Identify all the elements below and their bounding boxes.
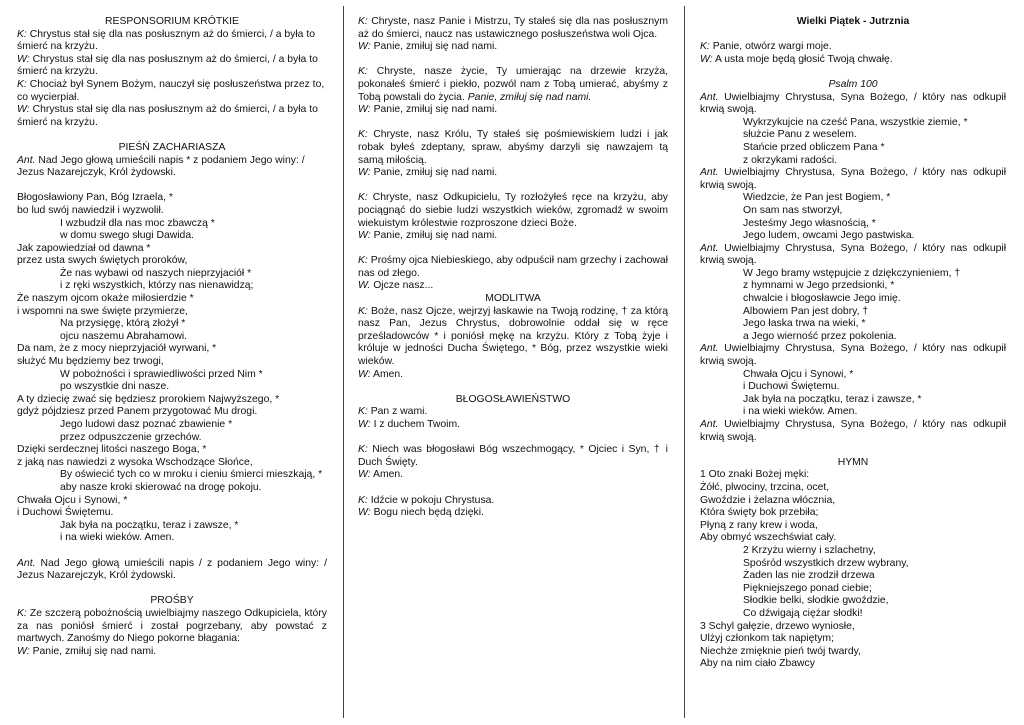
canticle-line: przez usta swych świętych proroków, <box>17 255 188 267</box>
psalm-verse: z okrzykami radości. <box>743 154 838 166</box>
psalm-verse: chwalcie i błogosławcie Jego imię. <box>743 293 901 305</box>
invocation-text: Chryste, nasz Odkupicielu, Ty rozłożyłeś ręce na krzyżu, aby pociągnąć do siebie ludzi wszystkich wieków, zgromadź w swoim wiekuistym królestwie rozproszone dzieci Boże. <box>358 192 668 229</box>
psalm-verse: On sam nas stworzył, <box>743 204 843 216</box>
zachariasz-title: PIEŚŃ ZACHARIASZA <box>118 141 226 153</box>
hymn-line: Która święty bok przebiła; <box>700 507 819 519</box>
dismissal: K: Idźcie w pokoju Chrystusa. <box>358 494 495 506</box>
canticle-line: A ty dziecię zwać się będziesz prorokiem Najwyższego, * <box>17 393 280 405</box>
speaker-mark: K: <box>358 406 368 418</box>
hymn-line: Piękniejszego ponad ciebie; <box>743 582 872 594</box>
antiphon <box>700 243 1006 268</box>
hymn-line: 2 Krzyżu wierny i szlachetny, <box>743 544 876 556</box>
invocation-response-inline: Panie, zmiłuj się nad nami. <box>464 91 592 103</box>
invocation-text: Chryste, nasz Królu, Ty stałeś się pośmiewiskiem ludzi i jak robak byłeś zdeptany, spraw, abyśmy darzyli się nawzajem tą samą miłością. <box>358 129 668 166</box>
line-text: Chrystus stał się dla nas posłusznym aż do śmierci, / a była to śmierć na krzyżu. <box>17 53 318 78</box>
invocation <box>358 16 668 41</box>
line-text: Pan z wami. <box>367 406 428 418</box>
canticle-line: Jak zapowiedział od dawna * <box>17 242 151 254</box>
canticle-line: Na przysięgę, którą złożył * <box>60 318 186 330</box>
canticle-line: i Duchowi Świętemu. <box>17 507 114 519</box>
canticle-line: Da nam, że z mocy nieprzyjaciół wyrwani, * <box>17 343 217 355</box>
psalm-verse: Albowiem Pan jest dobry, † <box>743 305 869 317</box>
psalm-verse: i na wieki wieków. Amen. <box>743 406 858 418</box>
canticle-line: aby nasze kroki skierować na drogę pokoju. <box>60 481 262 493</box>
line-text: Chociaż był Synem Bożym, nauczył się posłuszeństwa przez to, co wycierpiał. <box>17 78 325 103</box>
column-middle <box>358 16 668 520</box>
speaker-mark: W: <box>17 53 30 65</box>
modlitwa-title: MODLITWA <box>485 293 541 305</box>
page-title: Wielki Piątek - Jutrznia <box>796 16 910 27</box>
canticle-line: W pobożności i sprawiedliwości przed Nim * <box>60 368 263 380</box>
canticle-line: Chwała Ojcu i Synowi, * <box>17 494 128 506</box>
psalm-verse: Jak była na początku, teraz i zawsze, * <box>743 393 922 405</box>
canticle-line: Jak była na początku, teraz i zawsze, * <box>60 519 239 531</box>
speaker-mark: K: <box>358 16 368 27</box>
invocation-response <box>358 104 668 117</box>
antiphon-text: Uwielbiajmy Chrystusa, Syna Bożego, / który nas odkupił krwią swoją. <box>700 343 1006 368</box>
antiphon-mark: Ant. <box>700 91 719 103</box>
psalm-verse: Wykrzykujcie na cześć Pana, wszystkie ziemie, * <box>743 116 968 128</box>
antiphon <box>700 92 1006 117</box>
response-text: Panie, zmiłuj się nad nami. <box>370 104 498 116</box>
canticle-line: Że nas wybawi od naszych nieprzyjaciół * <box>60 267 252 279</box>
psalm-verse: Jego łaska trwa na wieki, * <box>743 318 866 330</box>
spacer <box>358 243 668 256</box>
hymn-line: Słodkie belki, słodkie gwoździe, <box>743 595 889 607</box>
speaker-mark: K: <box>358 192 368 204</box>
canticle-line: i wspomni na swe święte przymierze, <box>17 305 188 317</box>
canticle-line: i z ręki wszystkich, którzy nas nienawidzą; <box>60 280 254 292</box>
canticle-line: przez odpuszczenie grzechów. <box>60 431 202 443</box>
hymn-line: 1 Oto znaki Bożej męki: <box>700 469 810 481</box>
invocation-response <box>358 230 668 243</box>
hymn-line: Aby obmyć wszechświat cały. <box>700 532 837 544</box>
hymn-line: Niechże zmięknie pień twój twardy, <box>700 645 861 657</box>
canticle-line: Jego ludowi dasz poznać zbawienie * <box>60 419 233 430</box>
spacer <box>358 180 668 193</box>
psalm-title: Psalm 100 <box>828 78 878 90</box>
speaker-mark: W: <box>358 419 371 430</box>
speaker-mark: K: <box>358 66 368 78</box>
antiphon-text: Uwielbiajmy Chrystusa, Syna Bożego, / który nas odkupił krwią swoją. <box>700 419 1006 443</box>
antiphon-text: Uwielbiajmy Chrystusa, Syna Bożego, / który nas odkupił krwią swoją. <box>700 91 1006 116</box>
blessing-amen: W: Amen. <box>358 469 404 481</box>
canticle-line: i na wieki wieków. Amen. <box>60 532 175 544</box>
canticle-line: ojcu naszemu Abrahamowi. <box>60 330 188 342</box>
hymn <box>700 469 1006 671</box>
hymn-line: Żaden las nie zrodził drzewa <box>743 570 875 582</box>
prosby-intro: K: Ze szczerą pobożnością uwielbiajmy naszego Odkupiciela, który za nas poniósł śmierć i został pogrzebany, aby powstać z martwych. Zanośmy do Niego pokorne błagania: <box>17 607 327 645</box>
hymn-line: Co dźwigają ciężar słodki! <box>743 607 863 619</box>
modlitwa-text: K: Boże, nasz Ojcze, wejrzyj łaskawie na Twoją rodzinę, † za którą nasz Pan, Jezus Chrystus, dobrowolnie oddał się w ręce prześladowców * i poniósł mękę na krzyżu. Który z Tobą żyje i króluje w jedności Ducha Świętego, * Bóg, przez wszystkie wieki wieków. <box>358 305 668 368</box>
line-text: I z duchem Twoim. <box>370 419 461 430</box>
column-divider <box>343 6 344 718</box>
psalm-verse: służcie Panu z weselem. <box>743 129 857 141</box>
canticle-line: By oświecić tych co w mroku i cieniu śmierci mieszkają, * <box>60 469 323 481</box>
blessing-text: K: Niech was błogosławi Bóg wszechmogący, * Ojciec i Syn, † i Duch Święty. <box>358 444 668 468</box>
blessing-line <box>358 406 668 419</box>
invocation <box>358 192 668 230</box>
final-petition: K: Prośmy ojca Niebieskiego, aby odpuścił nam grzechy i zachował nas od złego. <box>358 255 668 279</box>
invocation-text: Chryste, nasze życie, Ty umierając na drzewie krzyża, pokonałeś śmierć i piekło, pozwól nam z Tobą umierać, abyśmy z Tobą powstali do życia. <box>358 66 668 103</box>
antiphon: Ant. Nad Jego głową umieścili napis * z podaniem Jego winy: / Jezus Nazarejczyk, Król żydowski. <box>17 154 305 179</box>
opening-response: W: A usta moje będą głosić Twoją chwałę. <box>700 53 893 65</box>
spacer <box>358 54 668 67</box>
responsorium-line <box>17 54 327 79</box>
blogoslawienstwo-title: BŁOGOSŁAWIEŃSTWO <box>455 393 571 405</box>
psalm-verse: z hymnami w Jego przedsionki, * <box>743 280 895 292</box>
speaker-mark: W: <box>358 167 371 179</box>
psalm-verse: Wiedzcie, że Pan jest Bogiem, * <box>743 192 891 204</box>
hymn-title: HYMN <box>837 456 869 468</box>
invocation <box>358 129 668 167</box>
psalm-verse: W Jego bramy wstępujcie z dziękczynieniem, † <box>743 267 961 279</box>
antiphon-mark: Ant. <box>700 343 719 355</box>
column-left <box>17 16 327 658</box>
column-divider <box>684 6 685 718</box>
hymn-line: Ulżyj członkom tak napiętym; <box>700 633 834 645</box>
responsorium-line <box>17 104 327 129</box>
hymn-line: Spośród wszystkich drzew wybrany, <box>743 557 909 569</box>
blessing-dialogue <box>358 406 668 431</box>
antiphon: Ant. Nad Jego głową umieścili napis / z podaniem Jego winy: / Jezus Nazarejczyk, Król żydowski. <box>17 557 327 582</box>
canticle-line: bo lud swój nawiedził i wyzwolił. <box>17 204 164 216</box>
antiphon-text: Uwielbiajmy Chrystusa, Syna Bożego, / który nas odkupił krwią swoją. <box>700 167 1006 191</box>
invocation-response <box>358 41 668 54</box>
psalm-verse: Stańcie przed obliczem Pana * <box>743 141 885 153</box>
speaker-mark: K: <box>358 129 368 141</box>
canticle-line: gdyż pójdziesz przed Panem przygotować Mu drogi. <box>17 406 258 418</box>
canticle-line: służyć Mu będziemy bez trwogi, <box>17 356 164 368</box>
antiphon-mark: Ant. <box>700 242 719 254</box>
antiphon <box>700 167 1006 192</box>
antiphon-mark: Ant. <box>700 167 719 179</box>
responsorium-block <box>17 29 327 130</box>
antiphon-text: Uwielbiajmy Chrystusa, Syna Bożego, / który nas odkupił krwią swoją. <box>700 242 1006 267</box>
antiphon <box>700 343 1006 368</box>
response-text: Panie, zmiłuj się nad nami. <box>370 230 498 242</box>
speaker-mark: W: <box>358 41 371 53</box>
response-text: Panie, zmiłuj się nad nami. <box>370 41 498 53</box>
hymn-line: 3 Schyl gałęzie, drzewo wyniosłe, <box>700 620 855 632</box>
invocation <box>358 66 668 104</box>
hymn-line: Żółć, plwociny, trzcina, ocet, <box>700 481 830 493</box>
canticle-line: I wzbudził dla nas moc zbawczą * <box>60 217 215 229</box>
dismissal-response: W: Bogu niech będą dzięki. <box>358 507 484 519</box>
line-text: Chrystus stał się dla nas posłusznym aż do śmierci, / a była to śmierć na krzyżu. <box>17 104 318 128</box>
opening-versicle: K: Panie, otwórz wargi moje. <box>700 41 832 53</box>
canticle <box>17 192 327 545</box>
response-text: Panie, zmiłuj się nad nami. <box>370 167 498 179</box>
canticle-line: z jaką nas nawiedzi z wysoka Wschodzące Słońce, <box>17 456 253 468</box>
invocation-text: Chryste, nasz Panie i Mistrzu, Ty stałeś się dla nas posłusznym aż do śmierci, naucz nas ustawicznego posłuszeństwa woli Ojca. <box>358 16 668 40</box>
invocations <box>358 16 668 255</box>
prosby-response: W: Panie, zmiłuj się nad nami. <box>17 645 157 657</box>
responsorium-title: RESPONSORIUM KRÓTKIE <box>105 16 239 27</box>
psalm-verse: Jesteśmy Jego własnością, * <box>743 217 876 229</box>
speaker-mark: W: <box>358 104 371 116</box>
hymn-line: Gwoździe i żelazna włócznia, <box>700 494 836 506</box>
canticle-line: po wszystkie dni nasze. <box>60 381 170 393</box>
speaker-mark: W: <box>17 104 30 116</box>
canticle-line: Błogosławiony Pan, Bóg Izraela, * <box>17 192 173 204</box>
psalm-verse: a Jego wierność przez pokolenia. <box>743 330 897 342</box>
speaker-mark: W: <box>358 230 371 242</box>
hymn-line: Płyną z rany krew i woda, <box>700 519 818 531</box>
prosby-title: PROŚBY <box>150 595 194 607</box>
our-father: W. Ojcze nasz... <box>358 280 434 292</box>
spacer <box>358 117 668 130</box>
psalm-100 <box>700 92 1006 445</box>
antiphon <box>700 419 1006 444</box>
modlitwa-amen: W: Amen. <box>358 368 404 380</box>
invocation-response <box>358 167 668 180</box>
blessing-line <box>358 419 668 432</box>
speaker-mark: K: <box>17 28 27 40</box>
hymn-line: Aby na nim ciało Zbawcy <box>700 658 815 670</box>
canticle-line: Dzięki serdecznej litości naszego Boga, * <box>17 444 207 456</box>
responsorium-line <box>17 29 327 54</box>
column-right <box>700 16 1006 671</box>
psalm-verse: i Duchowi Świętemu. <box>743 381 840 393</box>
speaker-mark: K: <box>17 78 27 90</box>
responsorium-line <box>17 79 327 104</box>
canticle-line: w domu swego sługi Dawida. <box>60 230 194 242</box>
line-text: Chrystus stał się dla nas posłusznym aż do śmierci, / a była to śmierć na krzyżu. <box>17 28 315 53</box>
canticle-line: Że naszym ojcom okaże miłosierdzie * <box>17 293 194 305</box>
psalm-verse: Chwała Ojcu i Synowi, * <box>743 368 854 380</box>
psalm-verse: Jego ludem, owcami Jego pastwiska. <box>743 230 915 242</box>
antiphon-mark: Ant. <box>700 419 719 430</box>
